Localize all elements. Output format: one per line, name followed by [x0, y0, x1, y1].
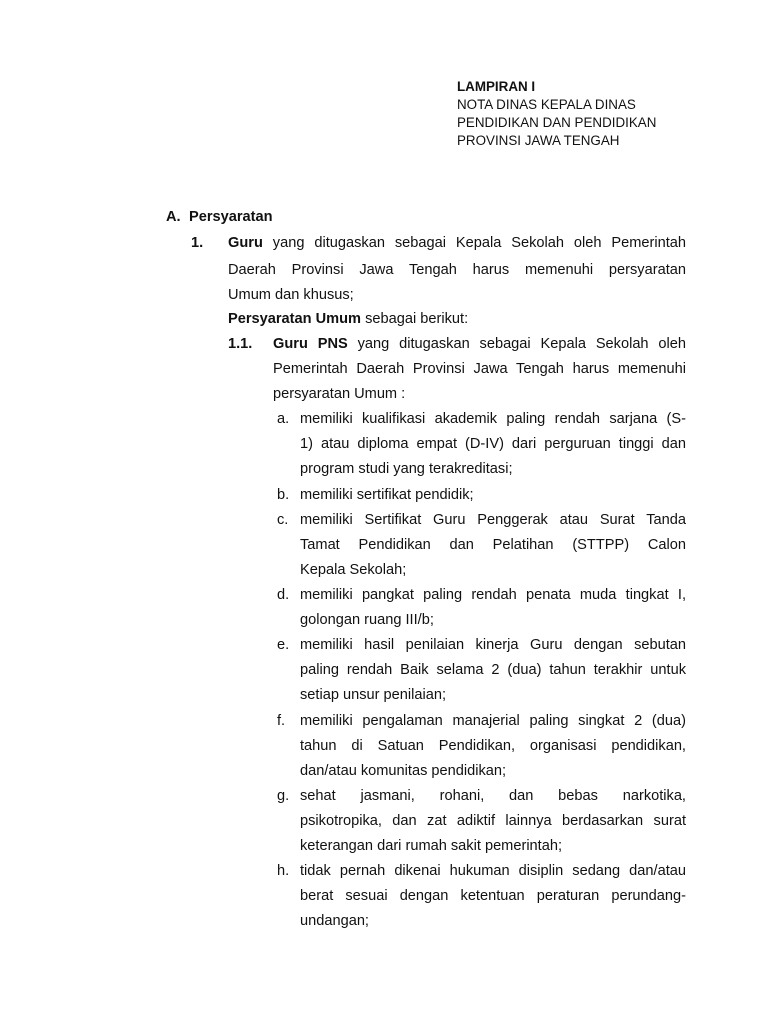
list-label: c. — [277, 512, 289, 528]
section-label: A. — [166, 209, 181, 225]
list-line: keterangan dari rumah sakit pemerintah; — [300, 838, 563, 854]
requirement-heading — [228, 310, 468, 328]
item-1-1-line — [273, 335, 686, 353]
list-label: e. — [277, 637, 290, 653]
lampiran-header — [457, 78, 656, 150]
lampiran-line: PROVINSI JAWA TENGAH — [457, 133, 620, 148]
list-label: h. — [277, 863, 290, 879]
item-1-subject: Guru — [228, 235, 263, 251]
item-1-line: Umum dan khusus; — [228, 287, 354, 303]
item-1-1-line: persyaratan Umum : — [273, 386, 406, 402]
requirement-heading-bold: Persyaratan Umum — [228, 311, 362, 327]
item-1-text: yang ditugaskan sebagai Kepala Sekolah oleh Pemerintah — [272, 235, 686, 251]
item-number: 1. — [191, 235, 204, 251]
lampiran-title: LAMPIRAN I — [457, 79, 536, 94]
list-line: memiliki sertifikat pendidik; — [300, 487, 474, 503]
lampiran-line: PENDIDIKAN DAN PENDIDIKAN — [457, 115, 657, 130]
list-line: berat sesuai dengan ketentuan peraturan perundang- — [300, 888, 686, 904]
list-line: paling rendah Baik selama 2 (dua) tahun terakhir untuk — [300, 662, 686, 678]
item-1-1-line: Pemerintah Daerah Provinsi Jawa Tengah harus memenuhi — [273, 361, 686, 377]
list-line: memiliki kualifikasi akademik paling rendah sarjana (S- — [300, 411, 686, 427]
list-label: f. — [277, 713, 286, 729]
list-line: memiliki pengalaman manajerial paling singkat 2 (dua) — [300, 713, 686, 729]
list-label: d. — [277, 587, 290, 603]
item-1-1-text: yang ditugaskan sebagai Kepala Sekolah oleh — [357, 336, 687, 352]
list-line: golongan ruang III/b; — [300, 612, 434, 628]
list-line: undangan; — [300, 913, 369, 929]
list-label: a. — [277, 411, 290, 427]
list-line: memiliki pangkat paling rendah penata muda tingkat I, — [300, 587, 686, 603]
list-line: Tamat Pendidikan dan Pelatihan (STTPP) Calon — [300, 537, 686, 553]
list-line: sehat jasmani, rohani, dan bebas narkotika, — [300, 788, 686, 804]
item-number: 1.1. — [228, 336, 253, 352]
list-line: Kepala Sekolah; — [300, 562, 407, 578]
item-1-line: Daerah Provinsi Jawa Tengah harus memenuhi persyaratan — [228, 262, 686, 278]
list-line: tidak pernah dikenai hukuman disiplin sedang dan/atau — [300, 863, 686, 879]
list-label: b. — [277, 487, 290, 503]
item-1-1-subject: Guru PNS — [273, 336, 348, 352]
section-title: Persyaratan — [189, 209, 273, 225]
list-line: program studi yang terakreditasi; — [300, 461, 513, 477]
list-line: psikotropika, dan zat adiktif lainnya berdasarkan surat — [300, 813, 686, 829]
list-line: dan/atau komunitas pendidikan; — [300, 763, 507, 779]
list-line: setiap unsur penilaian; — [300, 687, 447, 703]
list-line: 1) atau diploma empat (D-IV) dari perguruan tinggi dan — [300, 436, 686, 452]
requirement-heading-text: sebagai berikut: — [365, 311, 469, 327]
list-label: g. — [277, 788, 290, 804]
list-line: memiliki hasil penilaian kinerja Guru dengan sebutan — [300, 637, 686, 653]
lampiran-line: NOTA DINAS KEPALA DINAS — [457, 97, 636, 112]
list-line: tahun di Satuan Pendidikan, organisasi pendidikan, — [300, 738, 686, 754]
list-line: memiliki Sertifikat Guru Penggerak atau Surat Tanda — [300, 512, 686, 528]
item-1-line — [228, 234, 686, 252]
